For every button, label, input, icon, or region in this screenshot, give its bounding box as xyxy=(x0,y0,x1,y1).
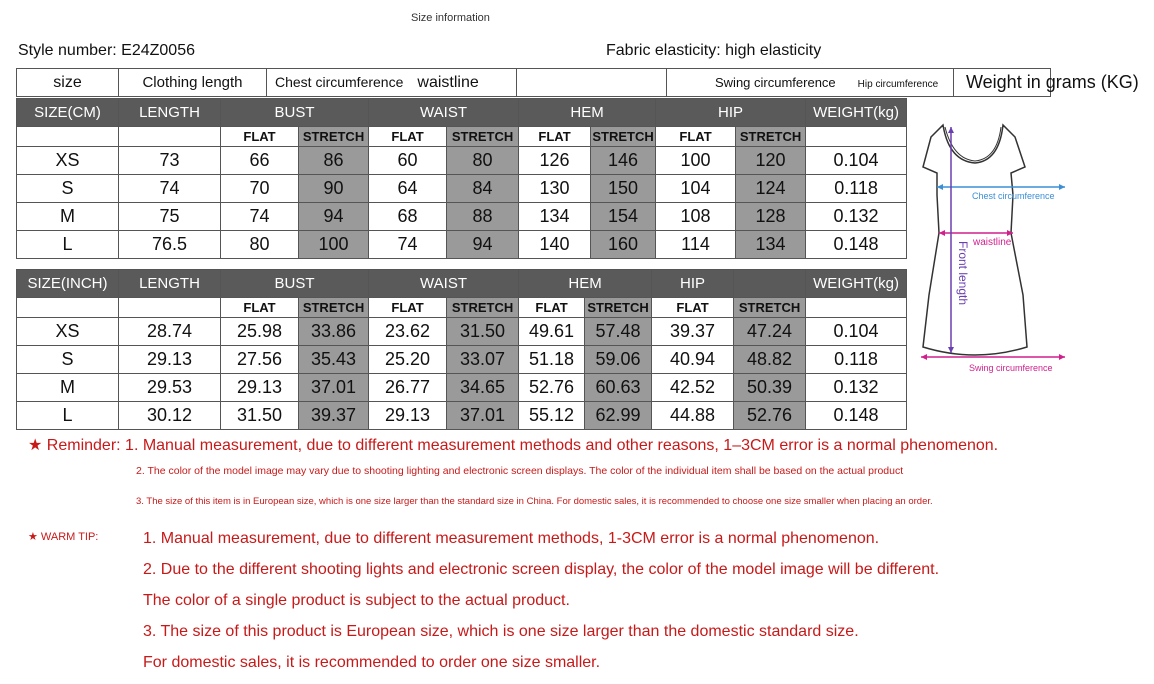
table-row xyxy=(17,318,907,346)
header-hip: HIP xyxy=(652,270,734,298)
sub-flat: FLAT xyxy=(652,298,734,318)
cell-hem-stretch: 57.48 xyxy=(585,318,652,346)
cell-weight: 0.104 xyxy=(806,318,907,346)
cell-hip-flat: 44.88 xyxy=(652,402,734,430)
sub-blank xyxy=(119,298,221,318)
cell-length: 29.53 xyxy=(119,374,221,402)
cell-hem-stretch: 60.63 xyxy=(585,374,652,402)
reminder-3: 3. The size of this item is in European size, which is one size larger than the standard size in China. For domestic sales, it is recommended to choose one size smaller when placing an order. xyxy=(136,496,933,507)
cell-bust-flat: 80 xyxy=(221,231,299,259)
header-weight: WEIGHT(kg) xyxy=(806,99,907,127)
sub-flat: FLAT xyxy=(221,127,299,147)
header-weight: WEIGHT(kg) xyxy=(806,270,907,298)
cell-hem-flat: 55.12 xyxy=(519,402,585,430)
cell-hem-flat: 140 xyxy=(519,231,591,259)
table-row xyxy=(17,147,907,175)
table-row xyxy=(17,203,907,231)
cell-hip-stretch: 128 xyxy=(736,203,806,231)
front-length-arrow xyxy=(948,127,954,133)
cell-waist-flat: 74 xyxy=(369,231,447,259)
sub-flat: FLAT xyxy=(519,298,585,318)
cell-waist-flat: 29.13 xyxy=(369,402,447,430)
cell-hem-flat: 126 xyxy=(519,147,591,175)
waist-label: waistline xyxy=(973,237,1012,248)
cell-hem-stretch: 62.99 xyxy=(585,402,652,430)
cell-size: M xyxy=(17,374,119,402)
cell-size: S xyxy=(17,346,119,374)
cell-waist-flat: 60 xyxy=(369,147,447,175)
reminder-2: 2. The color of the model image may vary due to shooting lighting and electronic screen displays. The color of the individual item shall be based on the actual product xyxy=(136,465,904,477)
label-weight: Weight in grams (KG) xyxy=(966,72,1139,92)
cell-hip-flat: 104 xyxy=(656,175,736,203)
cell-hip-flat: 100 xyxy=(656,147,736,175)
chest-label: Chest circumference xyxy=(972,191,1055,201)
warm-tip-2b: The color of a single product is subject to the actual product. xyxy=(143,592,570,609)
label-waistline: waistline xyxy=(417,73,479,91)
label-hip: Hip circumference xyxy=(857,79,939,90)
warm-tip-label: ★ WARM TIP: xyxy=(28,531,99,543)
cell-bust-flat: 25.98 xyxy=(221,318,299,346)
cell-weight: 0.132 xyxy=(806,374,907,402)
cell-length: 73 xyxy=(119,147,221,175)
cell-hem-stretch: 146 xyxy=(591,147,656,175)
warm-tip-1: 1. Manual measurement, due to different measurement methods, 1-3CM error is a normal phenomenon. xyxy=(143,530,880,547)
cell-waist-stretch: 37.01 xyxy=(447,402,519,430)
cell-bust-stretch: 94 xyxy=(299,203,369,231)
cell-bust-flat: 74 xyxy=(221,203,299,231)
style-number: Style number: E24Z0056 xyxy=(18,42,195,59)
cell-waist-flat: 68 xyxy=(369,203,447,231)
cell-weight: 0.118 xyxy=(806,346,907,374)
cell-hip-stretch: 48.82 xyxy=(734,346,806,374)
header-hem: HEM xyxy=(519,270,652,298)
header-length: LENGTH xyxy=(119,270,221,298)
sub-flat: FLAT xyxy=(369,127,447,147)
cell-size: L xyxy=(17,231,119,259)
cell-waist-flat: 26.77 xyxy=(369,374,447,402)
sub-stretch: STRETCH xyxy=(736,127,806,147)
cell-size: L xyxy=(17,402,119,430)
cell-waist-stretch: 88 xyxy=(447,203,519,231)
cell-bust-stretch: 100 xyxy=(299,231,369,259)
front-length-label: Front length xyxy=(956,241,970,306)
cell-hip-flat: 114 xyxy=(656,231,736,259)
cell-size: XS xyxy=(17,147,119,175)
cell-hem-flat: 49.61 xyxy=(519,318,585,346)
page-title: Size information xyxy=(411,12,490,24)
cell-hem-stretch: 150 xyxy=(591,175,656,203)
cell-length: 74 xyxy=(119,175,221,203)
table-row xyxy=(17,175,907,203)
label-size: size xyxy=(17,69,119,97)
cell-waist-flat: 23.62 xyxy=(369,318,447,346)
cell-length: 28.74 xyxy=(119,318,221,346)
header-bust: BUST xyxy=(221,270,369,298)
label-chest: Chest circumference xyxy=(275,73,404,90)
sub-blank xyxy=(119,127,221,147)
swing-arrow xyxy=(921,354,927,360)
cell-weight: 0.104 xyxy=(806,147,907,175)
cell-waist-stretch: 84 xyxy=(447,175,519,203)
cell-bust-stretch: 90 xyxy=(299,175,369,203)
cell-bust-stretch: 33.86 xyxy=(299,318,369,346)
sub-blank xyxy=(806,127,907,147)
cell-length: 76.5 xyxy=(119,231,221,259)
cell-hip-flat: 40.94 xyxy=(652,346,734,374)
table-row xyxy=(17,231,907,259)
sub-stretch: STRETCH xyxy=(299,127,369,147)
cell-bust-flat: 66 xyxy=(221,147,299,175)
table-row xyxy=(17,374,907,402)
cell-waist-stretch: 94 xyxy=(447,231,519,259)
sub-blank xyxy=(17,127,119,147)
header-size: SIZE(INCH) xyxy=(17,270,119,298)
cell-hip-stretch: 52.76 xyxy=(734,402,806,430)
cell-length: 30.12 xyxy=(119,402,221,430)
cell-waist-stretch: 34.65 xyxy=(447,374,519,402)
cell-weight: 0.118 xyxy=(806,175,907,203)
cell-hip-stretch: 134 xyxy=(736,231,806,259)
cell-size: S xyxy=(17,175,119,203)
cell-length: 75 xyxy=(119,203,221,231)
label-weight-cell xyxy=(954,69,1139,97)
cell-bust-flat: 27.56 xyxy=(221,346,299,374)
sub-stretch: STRETCH xyxy=(447,127,519,147)
header-bust: BUST xyxy=(221,99,369,127)
cell-hip-stretch: 47.24 xyxy=(734,318,806,346)
label-chest-cell xyxy=(267,69,517,97)
cell-waist-stretch: 80 xyxy=(447,147,519,175)
sub-stretch: STRETCH xyxy=(447,298,519,318)
swing-label: Swing circumference xyxy=(969,363,1053,373)
cell-bust-flat: 29.13 xyxy=(221,374,299,402)
fabric-elasticity: Fabric elasticity: high elasticity xyxy=(606,42,822,59)
cell-hem-stretch: 154 xyxy=(591,203,656,231)
cell-bust-stretch: 37.01 xyxy=(299,374,369,402)
cell-hem-flat: 130 xyxy=(519,175,591,203)
cell-bust-flat: 31.50 xyxy=(221,402,299,430)
label-swing: Swing circumference xyxy=(715,75,836,90)
cell-hem-flat: 52.76 xyxy=(519,374,585,402)
cell-waist-stretch: 33.07 xyxy=(447,346,519,374)
sub-stretch: STRETCH xyxy=(299,298,369,318)
cell-waist-stretch: 31.50 xyxy=(447,318,519,346)
cell-hip-flat: 42.52 xyxy=(652,374,734,402)
cell-bust-stretch: 86 xyxy=(299,147,369,175)
cell-size: XS xyxy=(17,318,119,346)
dress-diagram xyxy=(915,115,1070,385)
sub-flat: FLAT xyxy=(369,298,447,318)
sub-flat: FLAT xyxy=(519,127,591,147)
table-row xyxy=(17,402,907,430)
sub-stretch: STRETCH xyxy=(585,298,652,318)
warm-tip-3: 3. The size of this product is European size, which is one size larger than the domestic standard size. xyxy=(143,623,859,640)
chest-arrow xyxy=(1059,184,1065,190)
sub-stretch: STRETCH xyxy=(591,127,656,147)
header-hip: HIP xyxy=(656,99,806,127)
header-hem: HEM xyxy=(519,99,656,127)
size-table-cm xyxy=(16,98,907,259)
cell-weight: 0.148 xyxy=(806,402,907,430)
header-blank xyxy=(734,270,806,298)
header-size: SIZE(CM) xyxy=(17,99,119,127)
sub-blank xyxy=(17,298,119,318)
cell-size: M xyxy=(17,203,119,231)
sub-stretch: STRETCH xyxy=(734,298,806,318)
cell-bust-stretch: 39.37 xyxy=(299,402,369,430)
measurement-label-row xyxy=(16,68,1154,97)
swing-arrow xyxy=(1059,354,1065,360)
header-length: LENGTH xyxy=(119,99,221,127)
cell-hem-flat: 51.18 xyxy=(519,346,585,374)
cell-hem-stretch: 59.06 xyxy=(585,346,652,374)
cell-bust-flat: 70 xyxy=(221,175,299,203)
cell-weight: 0.132 xyxy=(806,203,907,231)
sub-flat: FLAT xyxy=(221,298,299,318)
table-row xyxy=(17,346,907,374)
label-clothing-length: Clothing length xyxy=(119,69,267,97)
label-swing-cell xyxy=(667,69,954,97)
sub-blank xyxy=(806,298,907,318)
cell-waist-flat: 64 xyxy=(369,175,447,203)
cell-hip-flat: 39.37 xyxy=(652,318,734,346)
cell-weight: 0.148 xyxy=(806,231,907,259)
cell-bust-stretch: 35.43 xyxy=(299,346,369,374)
cell-hem-flat: 134 xyxy=(519,203,591,231)
cell-hip-stretch: 50.39 xyxy=(734,374,806,402)
label-empty xyxy=(517,69,667,97)
cell-hip-flat: 108 xyxy=(656,203,736,231)
warm-tip-3b: For domestic sales, it is recommended to order one size smaller. xyxy=(143,654,601,671)
warm-tip-2: 2. Due to the different shooting lights and electronic screen display, the color of the model image will be different. xyxy=(143,561,940,578)
cell-length: 29.13 xyxy=(119,346,221,374)
cell-hip-stretch: 120 xyxy=(736,147,806,175)
header-waist: WAIST xyxy=(369,99,519,127)
cell-hip-stretch: 124 xyxy=(736,175,806,203)
sub-flat: FLAT xyxy=(656,127,736,147)
reminder-1: ★ Reminder: 1. Manual measurement, due to different measurement methods and other reasons, 1–3CM error is a normal phenomenon. xyxy=(28,437,999,454)
cell-hem-stretch: 160 xyxy=(591,231,656,259)
cell-waist-flat: 25.20 xyxy=(369,346,447,374)
header-waist: WAIST xyxy=(369,270,519,298)
size-table-inch xyxy=(16,269,907,430)
